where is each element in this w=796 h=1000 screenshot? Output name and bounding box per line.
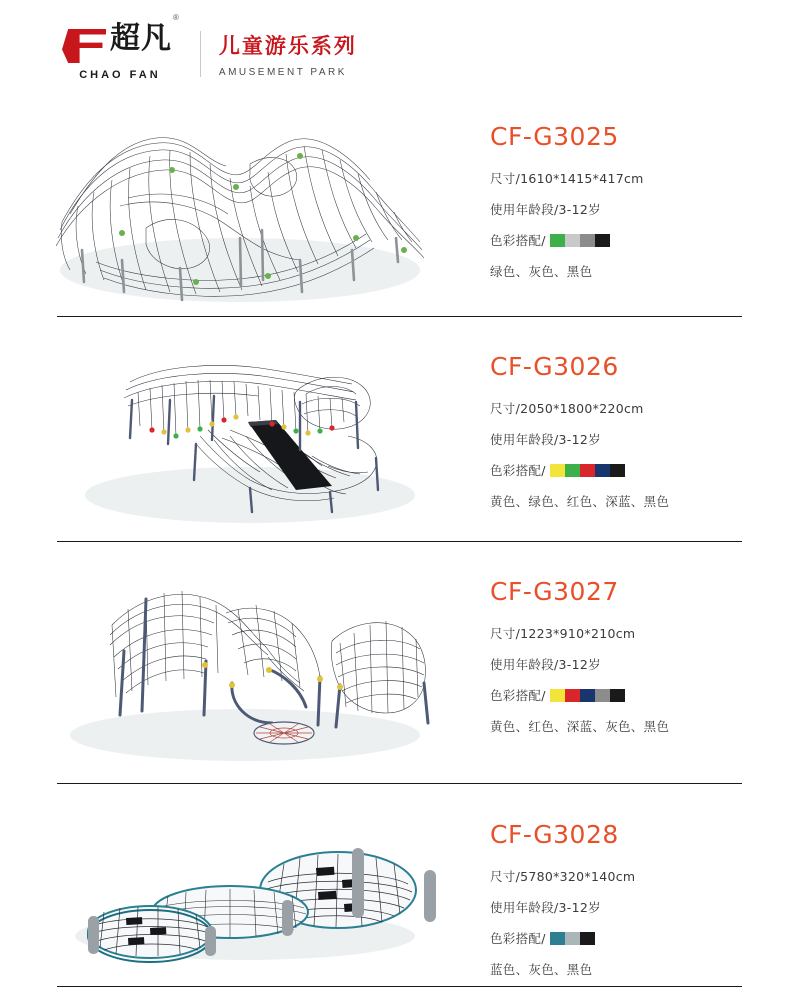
product-color-row — [490, 231, 765, 249]
color-swatches — [550, 932, 595, 945]
color-swatches — [550, 234, 610, 247]
product-image-4 — [0, 808, 465, 978]
product-image-2 — [0, 340, 465, 535]
product-image-3 — [0, 565, 465, 770]
swatch — [550, 234, 565, 247]
color-swatches — [550, 464, 625, 477]
product-size: 尺寸/1223*910*210cm — [490, 626, 636, 641]
swatch — [565, 464, 580, 477]
swatch — [595, 689, 610, 702]
swatch — [595, 464, 610, 477]
product-color-row — [490, 686, 765, 704]
registered-mark-icon: ® — [173, 13, 179, 22]
logo-top-row — [62, 13, 179, 67]
product-color-row — [490, 461, 765, 479]
product-age-range: 使用年龄段/3-12岁 — [490, 900, 601, 915]
product-color-names: 黄色、绿色、红色、深蓝、黑色 — [490, 494, 670, 509]
color-label: 色彩搭配/ — [490, 463, 546, 478]
chaofan-f-icon — [62, 27, 108, 67]
logo-english-name: CHAO FAN — [79, 69, 161, 81]
section-divider-4 — [57, 986, 742, 987]
swatch — [580, 932, 595, 945]
product-size: 尺寸/1610*1415*417cm — [490, 171, 644, 186]
page-header — [0, 0, 796, 96]
page-subtitle: AMUSEMENT PARK — [218, 67, 347, 78]
swatch — [610, 464, 625, 477]
swatch — [580, 464, 595, 477]
page-title: 儿童游乐系列 — [218, 34, 357, 58]
product-size: 尺寸/5780*320*140cm — [490, 869, 636, 884]
product-model: CF-G3028 — [490, 820, 619, 849]
product-age-range: 使用年龄段/3-12岁 — [490, 432, 601, 447]
color-label: 色彩搭配/ — [490, 688, 546, 703]
swatch — [565, 234, 580, 247]
section-divider-2 — [57, 541, 742, 542]
color-swatches — [550, 689, 625, 702]
section-divider-3 — [57, 783, 742, 784]
swatch — [565, 932, 580, 945]
product-row-4 — [0, 808, 796, 978]
section-divider-1 — [57, 316, 742, 317]
swatch — [565, 689, 580, 702]
swatch — [580, 234, 595, 247]
swatch — [550, 689, 565, 702]
swatch — [610, 689, 625, 702]
product-info-4 — [465, 808, 765, 978]
product-color-names: 绿色、灰色、黑色 — [490, 264, 593, 279]
swatch — [580, 689, 595, 702]
product-model: CF-G3026 — [490, 352, 619, 381]
logo-lockup — [62, 13, 179, 81]
product-model: CF-G3025 — [490, 122, 619, 151]
swatch — [550, 932, 565, 945]
logo-chinese-name: 超凡 — [110, 21, 172, 56]
swatch — [550, 464, 565, 477]
swatch — [595, 234, 610, 247]
product-info-3 — [465, 565, 765, 770]
product-model: CF-G3027 — [490, 577, 619, 606]
product-info-1 — [465, 110, 765, 310]
brand-logo — [62, 13, 357, 81]
header-divider — [200, 31, 201, 77]
product-color-names: 黄色、红色、深蓝、灰色、黑色 — [490, 719, 670, 734]
product-color-row — [490, 929, 765, 947]
color-label: 色彩搭配/ — [490, 233, 546, 248]
product-image-1 — [0, 110, 465, 310]
product-info-2 — [465, 340, 765, 535]
color-label: 色彩搭配/ — [490, 931, 546, 946]
product-row-1 — [0, 110, 796, 310]
product-age-range: 使用年龄段/3-12岁 — [490, 657, 601, 672]
product-color-names: 蓝色、灰色、黑色 — [490, 962, 593, 977]
product-age-range: 使用年龄段/3-12岁 — [490, 202, 601, 217]
product-row-2 — [0, 340, 796, 535]
header-title-group — [219, 30, 357, 78]
product-size: 尺寸/2050*1800*220cm — [490, 401, 644, 416]
product-row-3 — [0, 565, 796, 770]
